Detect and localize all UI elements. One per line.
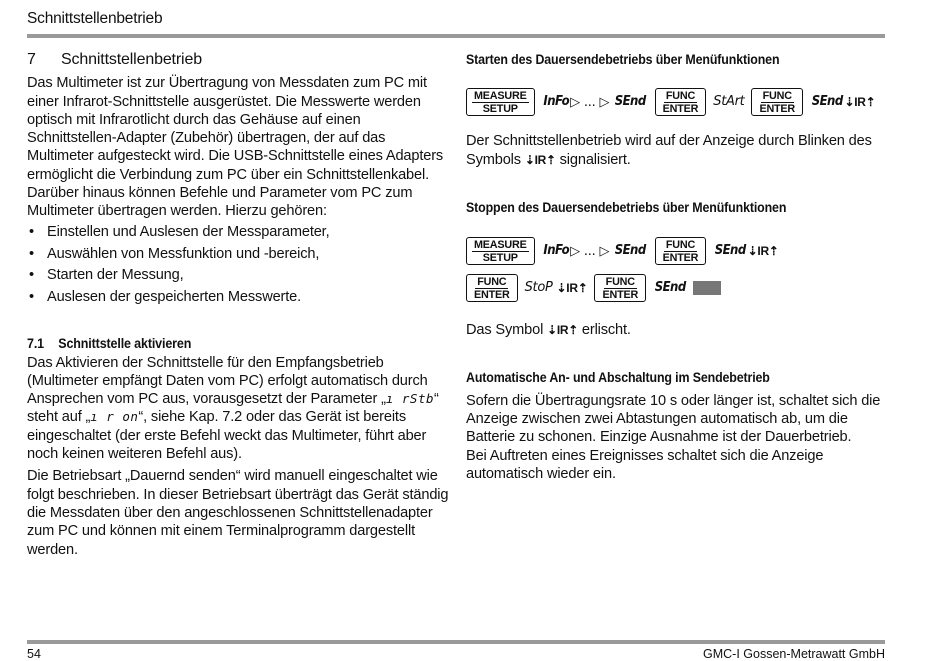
- lcd-start: StArt: [713, 94, 745, 110]
- section-title: Schnittstellenbetrieb: [61, 51, 202, 68]
- section-number: 7: [27, 51, 36, 68]
- continuous-send-paragraph: Die Betriebsart „Dauernd senden“ wird manuell eingeschaltet wie folgt beschrieben. In dieser Betriebsart überträgt das Gerät ständig die Messdaten über den angeschlossenen Schnittstellenadapter zum PC und können mit einem Terminalprogramm dargestellt werden.: [27, 468, 449, 558]
- measure-setup-key: [466, 88, 535, 116]
- key-label-top: FUNC: [762, 89, 792, 102]
- list-item: • Einstellen und Auslesen der Messparameter,: [27, 223, 449, 241]
- header-rule: [27, 34, 885, 38]
- stop-result-paragraph: [466, 321, 886, 339]
- text-run: “, siehe Kap. 7.2 oder das Gerät ist bereits eingeschaltet (der erste Befehl weckt das Multimeter, führt aber noch keinen weiteren Befehl aus).: [27, 409, 427, 463]
- lcd-param-iron: ı r on: [90, 409, 139, 425]
- text-run: Das Aktivieren der Schnittstelle für den Empfangsbetrieb (Multimeter empfängt Daten vom PC) erfolgt automatisch durch Ansprechen vom PC aus, vorausgesetzt der Parameter „: [27, 354, 428, 408]
- activation-paragraph: [27, 354, 449, 464]
- key-label-top: FUNC: [665, 238, 696, 251]
- func-enter-key: [655, 237, 707, 265]
- key-label-bottom: ENTER: [662, 251, 699, 264]
- text-run: Das Symbol: [466, 322, 548, 339]
- ir-transmit-icon: ⇣IR⇡: [556, 281, 588, 296]
- func-enter-key: [594, 274, 646, 302]
- capability-list: [27, 223, 449, 307]
- triangle-right-icon: ▷: [599, 94, 610, 110]
- footer-rule: [27, 640, 885, 644]
- measure-setup-key: [466, 237, 535, 265]
- ellipsis: ...: [583, 243, 596, 260]
- func-enter-key: [655, 88, 707, 116]
- list-item: • Auslesen der gespeicherten Messwerte.: [27, 288, 449, 306]
- lcd-param-irstb: ı rStb: [385, 391, 434, 407]
- key-label-bottom: ENTER: [662, 102, 699, 115]
- list-item: • Auswählen von Messfunktion und -bereich,: [27, 245, 449, 263]
- key-label-top: FUNC: [665, 89, 696, 102]
- heading-auto-onoff: Automatische An- und Abschaltung im Sendebetrieb: [466, 370, 770, 386]
- auto-paragraph-1: Sofern die Übertragungsrate 10 s oder länger ist, schaltet sich die Anzeige zwischen zwei Abtastungen automatisch ab, um die Batterie zu schonen. Einzige Ausnahme ist der Dauerbetrieb.: [466, 392, 881, 446]
- lcd-send: SEnd: [654, 280, 686, 296]
- key-label-top: FUNC: [605, 275, 635, 288]
- key-label-bottom: SETUP: [482, 251, 518, 264]
- key-label-bottom: ENTER: [602, 288, 639, 301]
- list-item: • Starten der Messung,: [27, 266, 449, 284]
- text-run: “ steht auf „: [27, 391, 439, 426]
- ir-transmit-icon: ⇣IR⇡: [844, 95, 876, 110]
- text-run: Der Schnittstellenbetrieb wird auf der Anzeige durch Blinken des Symbols: [466, 133, 872, 168]
- start-sequence: [466, 85, 886, 119]
- key-label-top: MEASURE: [474, 89, 527, 102]
- lcd-send: SEnd: [811, 94, 843, 110]
- page-number: 54: [27, 647, 41, 661]
- lcd-send: SEnd: [614, 243, 646, 259]
- key-label-top: FUNC: [477, 275, 507, 288]
- running-header: Schnittstellenbetrieb: [27, 10, 163, 27]
- lcd-info: InFo: [543, 243, 569, 259]
- ellipsis: ...: [583, 94, 596, 111]
- key-label-bottom: ENTER: [474, 288, 510, 301]
- company-name: GMC-I Gossen-Metrawatt GmbH: [703, 647, 885, 661]
- text-run: erlischt.: [578, 322, 631, 339]
- blank-display-segment: [693, 281, 721, 295]
- ir-transmit-icon: ⇣IR⇡: [524, 152, 556, 167]
- heading-start-continuous: Starten des Dauersendebetriebs über Menüfunktionen: [466, 52, 780, 67]
- func-enter-key: [751, 88, 803, 116]
- func-enter-key: [466, 274, 518, 302]
- lcd-send: SEnd: [614, 94, 646, 110]
- subsection-number: 7.1: [27, 336, 44, 352]
- key-label-bottom: ENTER: [759, 102, 796, 115]
- right-column: [466, 51, 886, 483]
- key-label-bottom: SETUP: [482, 102, 518, 115]
- ir-transmit-icon: ⇣IR⇡: [547, 323, 578, 338]
- auto-paragraph-2: Bei Auftreten eines Ereignisses schaltet sich die Anzeige automatisch wieder ein.: [466, 447, 824, 482]
- ir-transmit-icon: ⇣IR⇡: [747, 244, 779, 259]
- lcd-send: SEnd: [714, 243, 746, 259]
- key-label-top: MEASURE: [474, 238, 527, 251]
- subsection-title: Schnittstelle aktivieren: [58, 336, 192, 352]
- start-result-paragraph: [466, 132, 886, 169]
- subsection-heading-7-1: [27, 335, 415, 353]
- heading-stop-continuous: Stoppen des Dauersendebetriebs über Menüfunktionen: [466, 199, 787, 215]
- triangle-right-icon: ▷: [570, 243, 580, 259]
- triangle-right-icon: ▷: [570, 94, 580, 110]
- lcd-info: InFo: [543, 94, 569, 110]
- intro-paragraph-1: Das Multimeter ist zur Übertragung von Messdaten zum PC mit einer Infrarot-Schnittstelle ausgerüstet. Die Messwerte werden optisch mit Infrarotlicht durch das Gehäuse auf einen Schnittstellen-Adapter (Zubehör) übertragen, der auf das Multimeter aufgesteckt wird. Die USB-Schnittstelle eines Adapters ermöglicht die Verbindung zum PC über ein Schnittstellenkabel.: [27, 75, 444, 183]
- text-run: signalisiert.: [555, 151, 631, 168]
- triangle-right-icon: ▷: [599, 243, 610, 259]
- stop-sequence-line-2: [466, 271, 886, 305]
- left-column: [27, 51, 449, 559]
- intro-paragraph-2: Darüber hinaus können Befehle und Parameter vom PC zum Multimeter übertragen werden. Hierzu gehören:: [27, 185, 413, 220]
- lcd-stop: StoP: [524, 280, 553, 296]
- section-heading-7: [27, 51, 449, 69]
- stop-sequence-line-1: [466, 234, 886, 268]
